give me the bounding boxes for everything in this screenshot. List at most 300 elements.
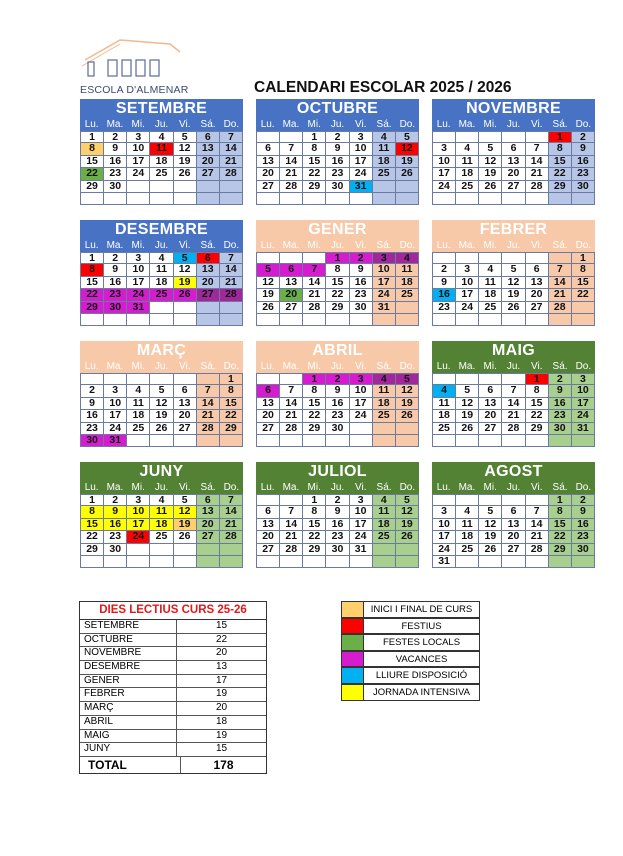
empty-cell	[220, 435, 243, 447]
day-cell: 2	[104, 131, 127, 143]
empty-cell	[502, 193, 525, 205]
empty-cell	[197, 302, 220, 314]
day-cell: 1	[81, 252, 104, 264]
day-cell: 19	[396, 156, 419, 168]
day-cell: 22	[81, 168, 104, 180]
day-grid	[80, 494, 243, 568]
month-juny	[80, 462, 243, 568]
day-cell: 19	[502, 289, 525, 301]
day-cell: 23	[572, 531, 595, 543]
empty-cell	[456, 193, 479, 205]
day-cell: 17	[433, 168, 456, 180]
day-cell: 6	[257, 506, 280, 518]
month-name: MAIG	[432, 341, 595, 360]
weekday-label: Sá.	[200, 240, 216, 251]
day-cell: 16	[104, 156, 127, 168]
day-cell: 14	[280, 519, 303, 531]
day-cell: 6	[502, 506, 525, 518]
day-cell: 20	[280, 289, 303, 301]
day-cell: 9	[326, 506, 349, 518]
day-cell: 10	[127, 143, 150, 155]
day-cell: 3	[350, 131, 373, 143]
day-cell: 19	[456, 410, 479, 422]
day-cell: 28	[197, 423, 220, 435]
day-cell: 27	[257, 181, 280, 193]
teaching-days-total-row	[80, 757, 266, 773]
day-cell: 17	[104, 410, 127, 422]
weekday-label: Ma.	[458, 482, 476, 493]
empty-cell	[197, 181, 220, 193]
day-cell: 6	[280, 264, 303, 276]
day-cell: 9	[572, 143, 595, 155]
day-cell: 4	[456, 143, 479, 155]
empty-cell	[197, 314, 220, 326]
day-cell: 5	[479, 506, 502, 518]
weekday-label: Do.	[399, 240, 416, 251]
empty-cell	[350, 423, 373, 435]
day-cell: 23	[433, 302, 456, 314]
day-cell: 26	[396, 168, 419, 180]
day-cell: 4	[150, 131, 173, 143]
day-cell: 16	[572, 156, 595, 168]
day-cell: 19	[396, 519, 419, 531]
month-novembre	[432, 99, 595, 205]
day-cell: 29	[81, 181, 104, 193]
day-cell: 31	[350, 544, 373, 556]
day-cell: 17	[350, 156, 373, 168]
day-cell: 2	[572, 494, 595, 506]
weekday-label: Vi.	[179, 361, 191, 372]
day-cell: 3	[433, 506, 456, 518]
weekday-label: Ma.	[106, 361, 124, 372]
day-cell: 15	[526, 398, 549, 410]
month-name: OCTUBRE	[256, 99, 419, 118]
weekday-header	[80, 239, 243, 252]
day-cell: 8	[549, 143, 572, 155]
weekday-label: Mi.	[131, 482, 145, 493]
day-cell: 23	[549, 410, 572, 422]
day-cell: 28	[220, 289, 243, 301]
day-cell: 29	[303, 181, 326, 193]
weekday-label: Sá.	[200, 482, 216, 493]
empty-cell	[81, 314, 104, 326]
day-cell: 6	[197, 494, 220, 506]
empty-cell	[303, 314, 326, 326]
day-cell: 30	[104, 181, 127, 193]
day-cell: 20	[257, 168, 280, 180]
day-cell: 11	[456, 156, 479, 168]
day-cell: 1	[326, 252, 349, 264]
weekday-label: Vi.	[531, 240, 543, 251]
day-cell: 9	[104, 506, 127, 518]
weekday-label: Sá.	[552, 240, 568, 251]
day-cell: 8	[572, 264, 595, 276]
day-cell: 8	[81, 506, 104, 518]
weekday-label: Sá.	[376, 482, 392, 493]
day-cell: 15	[303, 398, 326, 410]
month-label: FEBRER	[80, 688, 177, 701]
day-cell: 3	[350, 494, 373, 506]
day-cell: 19	[174, 519, 197, 531]
day-cell: 7	[280, 143, 303, 155]
day-cell: 26	[479, 181, 502, 193]
empty-cell	[127, 435, 150, 447]
day-cell: 15	[81, 277, 104, 289]
day-cell: 7	[303, 264, 326, 276]
weekday-label: Ju.	[506, 482, 521, 493]
day-cell: 17	[350, 519, 373, 531]
day-cell: 9	[104, 143, 127, 155]
day-cell: 11	[456, 519, 479, 531]
weekday-label: Lu.	[436, 240, 451, 251]
empty-cell	[81, 193, 104, 205]
month-octubre	[256, 99, 419, 205]
weekday-label: Ju.	[330, 119, 345, 130]
day-cell: 30	[350, 302, 373, 314]
legend-swatch	[341, 684, 364, 701]
day-cell: 11	[433, 398, 456, 410]
day-cell: 15	[81, 519, 104, 531]
empty-cell	[197, 435, 220, 447]
empty-cell	[433, 435, 456, 447]
weekday-label: Mi.	[483, 240, 497, 251]
day-cell: 28	[502, 423, 525, 435]
day-cell: 29	[549, 544, 572, 556]
day-cell: 30	[572, 544, 595, 556]
day-cell: 21	[220, 156, 243, 168]
day-cell: 2	[350, 252, 373, 264]
day-cell: 31	[572, 423, 595, 435]
day-cell: 8	[220, 385, 243, 397]
day-cell: 10	[433, 156, 456, 168]
empty-cell	[396, 556, 419, 568]
day-cell: 19	[479, 531, 502, 543]
empty-cell	[456, 314, 479, 326]
day-cell: 2	[104, 252, 127, 264]
empty-cell	[572, 302, 595, 314]
weekday-label: Ma.	[106, 240, 124, 251]
day-cell: 22	[526, 410, 549, 422]
weekday-label: Do.	[399, 119, 416, 130]
weekday-label: Vi.	[179, 482, 191, 493]
empty-cell	[174, 435, 197, 447]
empty-cell	[549, 556, 572, 568]
day-cell: 14	[526, 519, 549, 531]
day-cell: 27	[197, 289, 220, 301]
day-cell: 16	[549, 398, 572, 410]
day-cell: 30	[549, 423, 572, 435]
empty-cell	[396, 435, 419, 447]
weekday-label: Do.	[223, 482, 240, 493]
empty-cell	[572, 193, 595, 205]
day-cell: 31	[127, 302, 150, 314]
day-cell: 13	[502, 156, 525, 168]
month-març	[80, 341, 243, 447]
empty-cell	[502, 435, 525, 447]
day-cell: 1	[81, 131, 104, 143]
empty-cell	[396, 423, 419, 435]
day-cell: 11	[150, 143, 173, 155]
day-cell: 19	[479, 168, 502, 180]
month-febrer	[432, 220, 595, 326]
day-cell: 20	[257, 410, 280, 422]
day-cell: 21	[280, 410, 303, 422]
day-cell: 31	[350, 181, 373, 193]
day-cell: 13	[280, 277, 303, 289]
weekday-label: Vi.	[531, 482, 543, 493]
total-value: 178	[213, 757, 234, 772]
empty-cell	[373, 181, 396, 193]
empty-cell	[373, 423, 396, 435]
day-cell: 20	[479, 410, 502, 422]
day-cell: 11	[373, 506, 396, 518]
empty-cell	[526, 314, 549, 326]
day-cell: 2	[572, 131, 595, 143]
month-name: DESEMBRE	[80, 220, 243, 239]
empty-cell	[549, 435, 572, 447]
weekday-label: Ju.	[154, 240, 169, 251]
month-maig	[432, 341, 595, 447]
day-cell: 24	[350, 168, 373, 180]
weekday-label: Do.	[575, 482, 592, 493]
day-cell: 23	[104, 289, 127, 301]
empty-cell	[280, 193, 303, 205]
day-cell: 7	[280, 385, 303, 397]
day-cell: 2	[326, 131, 349, 143]
empty-cell	[174, 302, 197, 314]
month-name: ABRIL	[256, 341, 419, 360]
month-name: JUNY	[80, 462, 243, 481]
legend-label: JORNADA INTENSIVA	[364, 684, 480, 701]
day-cell: 30	[326, 181, 349, 193]
days-value: 22	[215, 633, 228, 645]
day-cell: 15	[303, 156, 326, 168]
day-cell: 29	[526, 423, 549, 435]
day-cell: 29	[81, 302, 104, 314]
day-cell: 16	[572, 519, 595, 531]
day-cell: 30	[104, 302, 127, 314]
weekday-label: Ju.	[506, 361, 521, 372]
day-cell: 10	[127, 264, 150, 276]
day-cell: 15	[549, 156, 572, 168]
weekday-label: Ma.	[106, 119, 124, 130]
day-cell: 27	[197, 531, 220, 543]
day-cell: 1	[549, 131, 572, 143]
empty-cell	[479, 314, 502, 326]
day-cell: 4	[150, 252, 173, 264]
teaching-days-row	[80, 702, 266, 716]
day-cell: 28	[280, 181, 303, 193]
empty-cell	[104, 556, 127, 568]
weekday-header	[80, 360, 243, 373]
day-grid	[432, 131, 595, 205]
day-cell: 3	[456, 264, 479, 276]
day-cell: 24	[433, 544, 456, 556]
day-cell: 16	[326, 398, 349, 410]
day-cell: 3	[127, 131, 150, 143]
month-setembre	[80, 99, 243, 205]
empty-cell	[433, 314, 456, 326]
day-cell: 25	[127, 423, 150, 435]
empty-cell	[350, 556, 373, 568]
empty-cell	[350, 193, 373, 205]
day-cell: 25	[150, 531, 173, 543]
empty-cell	[280, 435, 303, 447]
day-cell: 4	[127, 385, 150, 397]
weekday-label: Do.	[575, 240, 592, 251]
day-cell: 26	[502, 302, 525, 314]
weekday-label: Lu.	[260, 240, 275, 251]
day-cell: 17	[373, 277, 396, 289]
day-cell: 10	[373, 264, 396, 276]
teaching-days-row	[80, 743, 266, 757]
empty-cell	[220, 302, 243, 314]
day-cell: 21	[526, 531, 549, 543]
day-cell: 10	[127, 506, 150, 518]
day-cell: 18	[127, 410, 150, 422]
day-cell: 1	[303, 373, 326, 385]
day-cell: 1	[549, 494, 572, 506]
empty-cell	[479, 435, 502, 447]
day-cell: 5	[479, 143, 502, 155]
month-juliol	[256, 462, 419, 568]
empty-cell	[373, 556, 396, 568]
weekday-label: Ma.	[458, 240, 476, 251]
month-name: JULIOL	[256, 462, 419, 481]
empty-cell	[257, 314, 280, 326]
day-cell: 2	[326, 494, 349, 506]
day-cell: 27	[257, 544, 280, 556]
empty-cell	[104, 193, 127, 205]
day-cell: 18	[373, 519, 396, 531]
weekday-header	[256, 118, 419, 131]
day-cell: 17	[572, 398, 595, 410]
day-cell: 12	[479, 156, 502, 168]
day-cell: 8	[303, 143, 326, 155]
day-cell: 1	[81, 494, 104, 506]
days-value: 15	[215, 743, 228, 755]
legend-swatch	[341, 618, 364, 635]
weekday-label: Ma.	[282, 361, 300, 372]
weekday-label: Sá.	[376, 240, 392, 251]
weekday-label: Sá.	[376, 361, 392, 372]
day-cell: 19	[396, 398, 419, 410]
month-name: FEBRER	[432, 220, 595, 239]
day-cell: 14	[220, 506, 243, 518]
empty-cell	[396, 181, 419, 193]
legend-label: FESTIUS	[364, 618, 480, 635]
empty-cell	[373, 193, 396, 205]
day-cell: 5	[150, 385, 173, 397]
day-cell: 20	[502, 168, 525, 180]
legend-label: INICI I FINAL DE CURS	[364, 601, 480, 618]
day-cell: 18	[150, 277, 173, 289]
weekday-label: Do.	[223, 361, 240, 372]
weekday-header	[432, 360, 595, 373]
day-cell: 29	[303, 423, 326, 435]
day-cell: 25	[150, 168, 173, 180]
day-cell: 24	[127, 531, 150, 543]
empty-cell	[303, 556, 326, 568]
day-cell: 4	[373, 494, 396, 506]
legend-swatch	[341, 601, 364, 618]
weekday-label: Mi.	[483, 482, 497, 493]
empty-cell	[220, 314, 243, 326]
day-cell: 21	[502, 410, 525, 422]
day-cell: 16	[326, 519, 349, 531]
empty-cell	[326, 556, 349, 568]
day-grid	[432, 494, 595, 568]
day-cell: 12	[396, 143, 419, 155]
day-cell: 7	[220, 252, 243, 264]
day-cell: 26	[174, 168, 197, 180]
weekday-label: Lu.	[84, 119, 99, 130]
teaching-days-row	[80, 716, 266, 730]
legend-item	[341, 667, 480, 684]
day-cell: 27	[197, 168, 220, 180]
day-cell: 16	[433, 289, 456, 301]
weekday-label: Mi.	[131, 361, 145, 372]
empty-cell	[373, 544, 396, 556]
weekday-label: Vi.	[355, 240, 367, 251]
weekday-label: Ma.	[282, 482, 300, 493]
empty-cell	[174, 314, 197, 326]
day-cell: 19	[174, 277, 197, 289]
day-cell: 2	[433, 264, 456, 276]
empty-cell	[150, 435, 173, 447]
weekday-label: Lu.	[84, 240, 99, 251]
day-cell: 12	[396, 385, 419, 397]
day-cell: 20	[197, 519, 220, 531]
weekday-label: Sá.	[552, 361, 568, 372]
day-cell: 11	[150, 264, 173, 276]
month-label: MARÇ	[80, 702, 177, 715]
weekday-label: Lu.	[260, 482, 275, 493]
legend-label: FESTES LOCALS	[364, 634, 480, 651]
empty-cell	[433, 193, 456, 205]
month-desembre	[80, 220, 243, 326]
day-cell: 18	[150, 156, 173, 168]
day-cell: 29	[326, 302, 349, 314]
day-cell: 10	[350, 506, 373, 518]
day-cell: 30	[326, 423, 349, 435]
day-cell: 13	[257, 519, 280, 531]
day-cell: 28	[280, 423, 303, 435]
day-cell: 10	[350, 385, 373, 397]
month-label: NOVEMBRE	[80, 647, 177, 660]
day-cell: 30	[81, 435, 104, 447]
empty-cell	[549, 193, 572, 205]
weekday-label: Vi.	[531, 119, 543, 130]
empty-cell	[220, 181, 243, 193]
weekday-label: Sá.	[200, 361, 216, 372]
empty-cell	[150, 181, 173, 193]
day-cell: 25	[433, 423, 456, 435]
day-cell: 1	[303, 131, 326, 143]
weekday-label: Ma.	[282, 119, 300, 130]
day-cell: 5	[396, 494, 419, 506]
days-value: 13	[215, 661, 228, 673]
legend-item	[341, 684, 480, 701]
empty-cell	[127, 544, 150, 556]
month-name: AGOST	[432, 462, 595, 481]
day-cell: 6	[197, 131, 220, 143]
day-cell: 30	[572, 181, 595, 193]
day-cell: 28	[220, 531, 243, 543]
empty-cell	[127, 556, 150, 568]
day-cell: 22	[549, 168, 572, 180]
day-cell: 3	[433, 143, 456, 155]
